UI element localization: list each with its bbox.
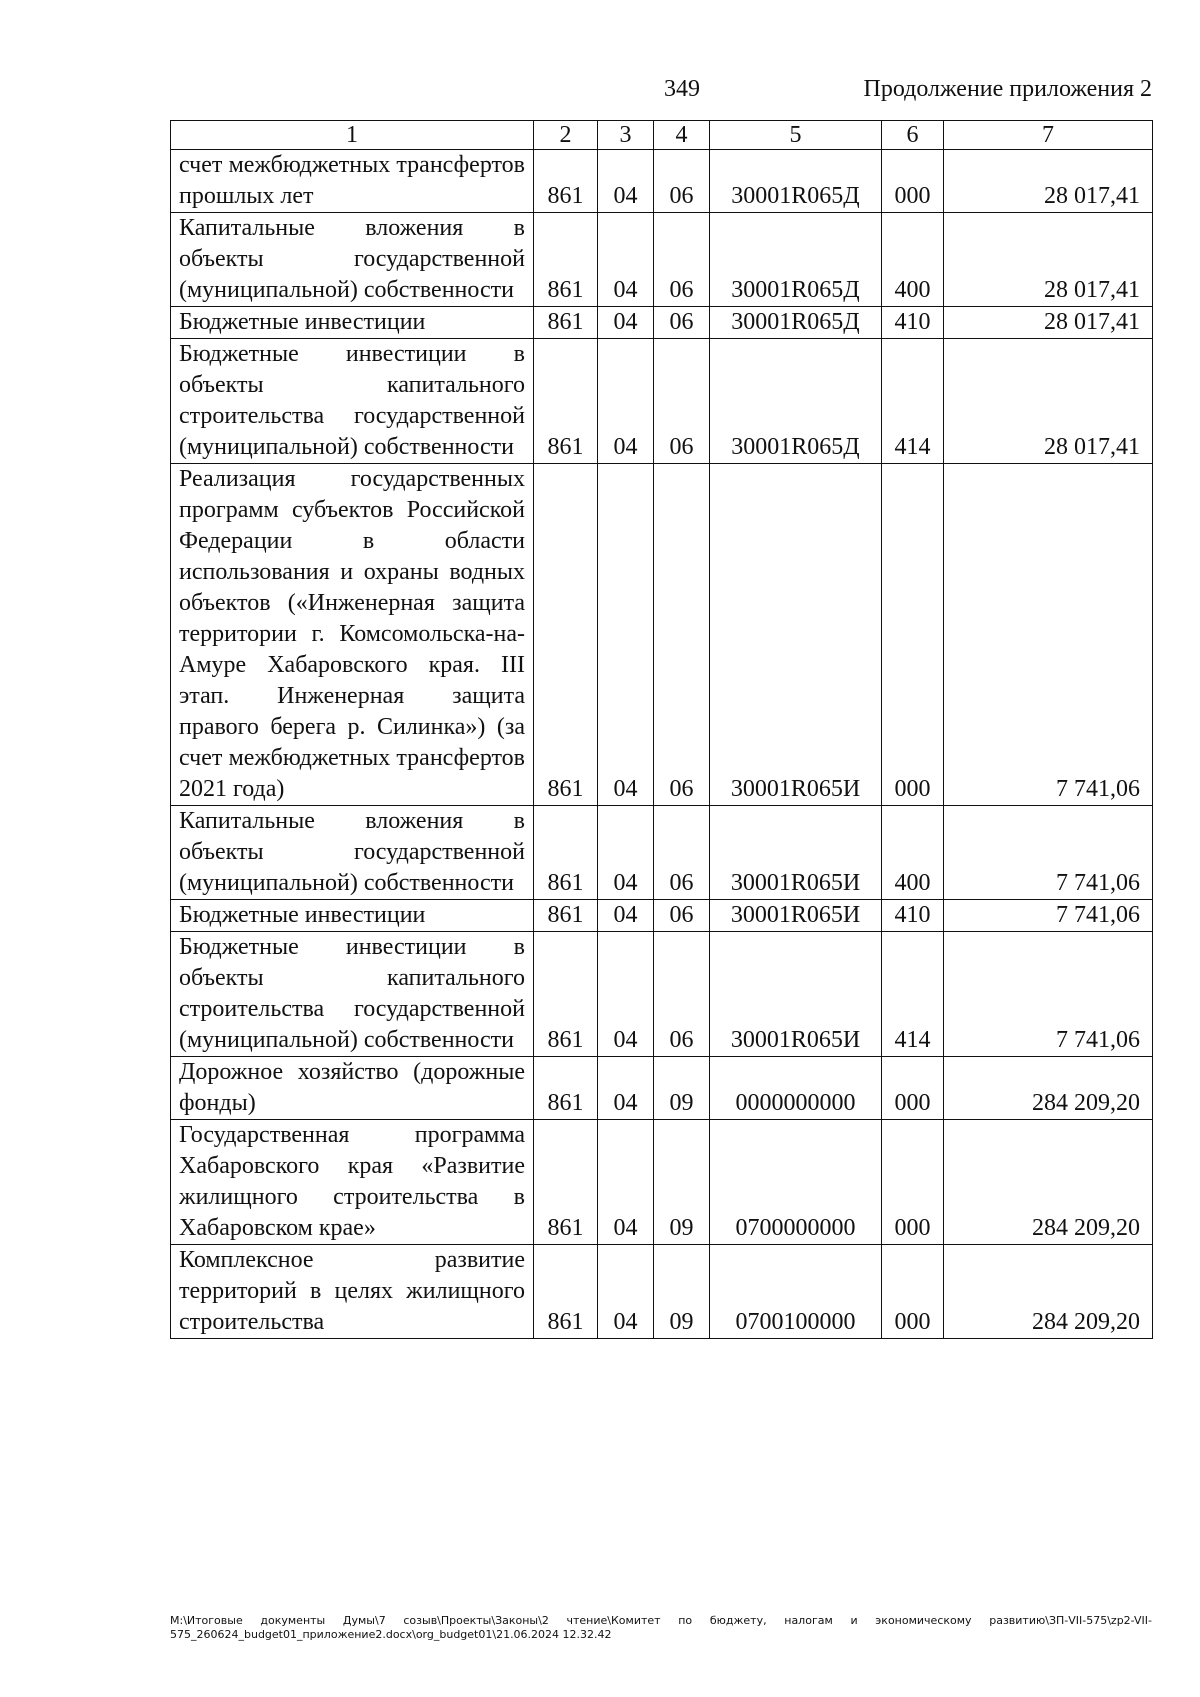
cell-col-7: 7 741,06 [944,932,1153,1057]
cell-col-7: 28 017,41 [944,213,1153,307]
table-body [171,150,1153,1339]
cell-row-name: Комплексное развитие территорий в целях жилищного строительства [171,1245,534,1339]
cell-col-2: 861 [534,307,598,339]
cell-col-2: 861 [534,1120,598,1245]
cell-col-7: 284 209,20 [944,1245,1153,1339]
cell-col-7: 28 017,41 [944,150,1153,213]
table-row [171,464,1153,806]
cell-col-3: 04 [598,307,654,339]
table-row [171,806,1153,900]
cell-col-4: 06 [654,806,710,900]
cell-row-name: Дорожное хозяйство (дорожные фонды) [171,1057,534,1120]
column-header: 4 [654,121,710,150]
table-row [171,932,1153,1057]
cell-col-2: 861 [534,806,598,900]
file-path-footer: М:\Итоговые документы Думы\7 созыв\Проекты\Законы\2 чтение\Комитет по бюджету, налогам и экономическому развитию\ЗП-VII-575\zp2-VII-575_260624_budget01_приложение2.docx\org_budget01\21.06.2024 12.32.42 [170,1614,1152,1641]
cell-col-3: 04 [598,900,654,932]
cell-col-4: 06 [654,900,710,932]
cell-col-5: 30001R065И [710,932,882,1057]
table-row [171,339,1153,464]
cell-col-7: 7 741,06 [944,464,1153,806]
table-row [171,1245,1153,1339]
table-row [171,1057,1153,1120]
cell-col-6: 410 [882,307,944,339]
cell-row-name: счет межбюджетных трансфертов прошлых лет [171,150,534,213]
table-row [171,150,1153,213]
cell-col-4: 09 [654,1057,710,1120]
column-header: 3 [598,121,654,150]
cell-col-2: 861 [534,464,598,806]
cell-col-5: 30001R065Д [710,339,882,464]
cell-col-6: 000 [882,1057,944,1120]
cell-col-4: 09 [654,1245,710,1339]
column-header: 5 [710,121,882,150]
cell-col-7: 28 017,41 [944,307,1153,339]
cell-col-5: 30001R065И [710,900,882,932]
cell-col-4: 06 [654,339,710,464]
cell-row-name: Бюджетные инвестиции в объекты капитального строительства государственной (муниципальной) собственности [171,339,534,464]
column-header: 6 [882,121,944,150]
table-row [171,213,1153,307]
cell-col-3: 04 [598,1057,654,1120]
cell-row-name: Бюджетные инвестиции [171,900,534,932]
cell-col-4: 06 [654,307,710,339]
cell-col-3: 04 [598,806,654,900]
cell-col-5: 30001R065И [710,806,882,900]
cell-row-name: Бюджетные инвестиции в объекты капитального строительства государственной (муниципальной) собственности [171,932,534,1057]
cell-col-2: 861 [534,1245,598,1339]
cell-col-7: 284 209,20 [944,1120,1153,1245]
cell-col-4: 06 [654,213,710,307]
cell-col-4: 06 [654,932,710,1057]
cell-col-3: 04 [598,932,654,1057]
cell-col-5: 30001R065Д [710,307,882,339]
cell-col-3: 04 [598,339,654,464]
cell-col-3: 04 [598,150,654,213]
cell-row-name: Капитальные вложения в объекты государственной (муниципальной) собственности [171,213,534,307]
cell-col-7: 7 741,06 [944,806,1153,900]
cell-col-5: 0700100000 [710,1245,882,1339]
cell-col-6: 414 [882,339,944,464]
cell-col-2: 861 [534,150,598,213]
cell-col-5: 30001R065Д [710,150,882,213]
page-number: 349 [664,76,700,102]
cell-col-2: 861 [534,339,598,464]
table-header-row [171,121,1153,150]
cell-col-6: 000 [882,1245,944,1339]
cell-col-3: 04 [598,1120,654,1245]
table-row [171,1120,1153,1245]
cell-col-4: 06 [654,150,710,213]
cell-row-name: Бюджетные инвестиции [171,307,534,339]
cell-row-name: Реализация государственных программ субъектов Российской Федерации в области использования и охраны водных объектов («Инженерная защита территории г. Комсомольска-на-Амуре Хабаровского края. III этап. Инженерная защита правого берега р. Силинка») (за счет межбюджетных трансфертов 2021 года) [171,464,534,806]
cell-col-2: 861 [534,932,598,1057]
cell-col-6: 410 [882,900,944,932]
cell-col-5: 30001R065Д [710,213,882,307]
cell-col-4: 06 [654,464,710,806]
cell-col-7: 284 209,20 [944,1057,1153,1120]
appendix-continuation-label: Продолжение приложения 2 [863,76,1152,102]
column-header: 2 [534,121,598,150]
cell-col-6: 400 [882,213,944,307]
column-header: 7 [944,121,1153,150]
cell-col-2: 861 [534,900,598,932]
table-row [171,900,1153,932]
cell-col-6: 000 [882,150,944,213]
cell-col-3: 04 [598,1245,654,1339]
cell-col-7: 28 017,41 [944,339,1153,464]
cell-col-3: 04 [598,213,654,307]
cell-col-2: 861 [534,1057,598,1120]
cell-col-3: 04 [598,464,654,806]
cell-row-name: Капитальные вложения в объекты государственной (муниципальной) собственности [171,806,534,900]
cell-col-6: 000 [882,464,944,806]
cell-col-5: 0000000000 [710,1057,882,1120]
budget-table [170,120,1153,1339]
cell-row-name: Государственная программа Хабаровского края «Развитие жилищного строительства в Хабаровском крае» [171,1120,534,1245]
cell-col-2: 861 [534,213,598,307]
table-row [171,307,1153,339]
cell-col-5: 0700000000 [710,1120,882,1245]
cell-col-4: 09 [654,1120,710,1245]
cell-col-6: 400 [882,806,944,900]
cell-col-5: 30001R065И [710,464,882,806]
cell-col-6: 414 [882,932,944,1057]
column-header: 1 [171,121,534,150]
cell-col-7: 7 741,06 [944,900,1153,932]
cell-col-6: 000 [882,1120,944,1245]
